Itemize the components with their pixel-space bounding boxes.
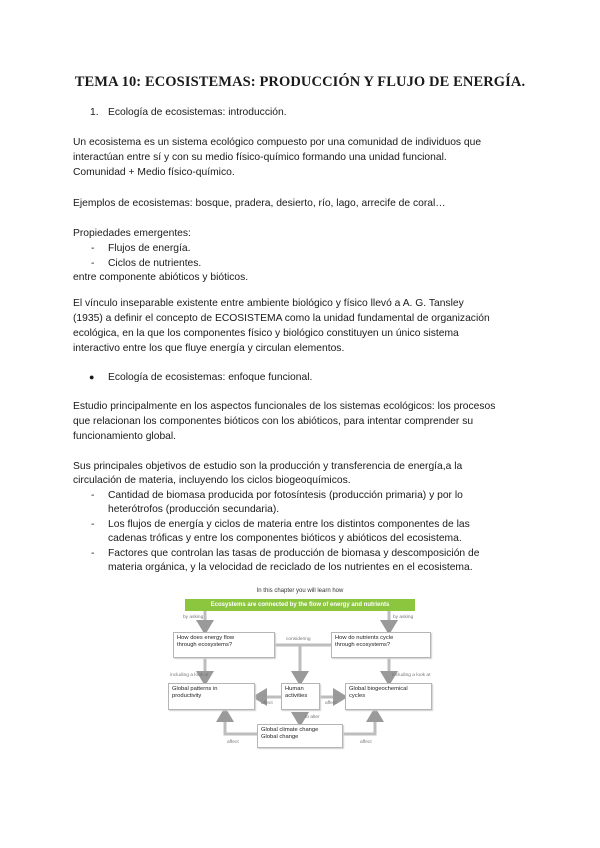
label-by-asking-right: by asking bbox=[393, 615, 414, 620]
objectives-item: Cantidad de biomasa producida por fotosíntesis (producción primaria) y por lo bbox=[108, 490, 463, 501]
question-nutrient-line: How do nutrients cycle bbox=[335, 635, 394, 641]
objectives-item: Los flujos de energía y ciclos de materia entre los distintos componentes de las bbox=[108, 519, 470, 530]
objectives-item-cont: cadenas tróficas y entre los componentes bióticos y abióticos del ecosistema. bbox=[108, 533, 462, 544]
objectives-line: circulación de materia, incluyendo los ciclos biogeoquímicos. bbox=[73, 475, 351, 486]
intro-line: interactúan entre sí y con su medio físico-químico formando una unidad funcional. bbox=[73, 152, 447, 163]
tansley-line: interactivo entre los que fluye energía y circulan elementos. bbox=[73, 343, 345, 354]
label-looking-right: including a look at bbox=[392, 673, 431, 678]
question-energy-line: through ecosystems? bbox=[177, 642, 233, 648]
dash-marker: - bbox=[91, 243, 95, 254]
dash-marker: - bbox=[91, 548, 95, 559]
properties-footer: entre componente abióticos y bióticos. bbox=[73, 272, 249, 283]
functional-line: funcionamiento global. bbox=[73, 431, 177, 442]
ecosystem-concept-diagram bbox=[165, 586, 435, 756]
objectives-item-cont: heterótrofos (producción secundaria). bbox=[108, 504, 280, 515]
section-number: 1. bbox=[90, 107, 99, 118]
properties-heading: Propiedades emergentes: bbox=[73, 228, 191, 239]
functional-line: que relacionan los componentes bióticos con los abióticos, para intentar comprender su bbox=[73, 416, 474, 427]
section-heading: Ecología de ecosistemas: introducción. bbox=[108, 107, 287, 118]
productivity-line: productivity bbox=[172, 693, 202, 699]
biogeo-line: cycles bbox=[349, 693, 366, 699]
label-affect-bottom-right: affect bbox=[360, 740, 372, 745]
human-line: Human bbox=[285, 686, 304, 692]
dash-marker: - bbox=[91, 519, 95, 530]
tansley-line: (1935) a definir el concepto de ECOSISTEMA como la unidad fundamental de organización bbox=[73, 313, 490, 324]
climate-line: Global change bbox=[261, 734, 299, 740]
climate-line: Global climate change bbox=[261, 727, 319, 733]
question-nutrient-line: through ecosystems? bbox=[335, 642, 391, 648]
label-by-asking-left: by asking bbox=[183, 615, 204, 620]
label-affect-left: affect bbox=[261, 701, 273, 706]
question-nutrient-cycle bbox=[331, 632, 431, 658]
label-to-alter: to alter bbox=[305, 715, 320, 720]
examples-paragraph: Ejemplos de ecosistemas: bosque, pradera, desierto, río, lago, arrecife de coral… bbox=[73, 198, 446, 209]
bullet-dot: ● bbox=[89, 372, 95, 382]
objectives-item-cont: materia orgánica, y la velocidad de reciclado de los nutrientes en el ecosistema. bbox=[108, 562, 473, 573]
human-line: activities bbox=[285, 693, 308, 699]
dash-marker: - bbox=[91, 490, 95, 501]
label-considering: considering bbox=[286, 637, 311, 642]
bullet-heading: Ecología de ecosistemas: enfoque funcional. bbox=[108, 372, 313, 383]
label-looking-left: including a look at bbox=[170, 673, 209, 678]
properties-item: Ciclos de nutrientes. bbox=[108, 258, 202, 269]
functional-line: Estudio principalmente en los aspectos funcionales de los sistemas ecológicos: los procesos bbox=[73, 401, 496, 412]
biogeo-line: Global biogeochemical bbox=[349, 686, 408, 692]
diagram-header: In this chapter you will learn how bbox=[256, 588, 344, 594]
box-global-productivity bbox=[168, 683, 255, 710]
question-energy-line: How does energy flow bbox=[177, 635, 235, 641]
box-biogeochemical-cycles bbox=[345, 683, 432, 710]
tansley-line: ecológica, en la que los componentes físico y biológico constituyen un único sistema bbox=[73, 328, 459, 339]
label-affect-right: affect bbox=[325, 701, 337, 706]
properties-item: Flujos de energía. bbox=[108, 243, 191, 254]
box-human-activities bbox=[281, 683, 320, 710]
intro-line: Comunidad + Medio físico-químico. bbox=[73, 167, 235, 178]
objectives-line: Sus principales objetivos de estudio son la producción y transferencia de energía,a la bbox=[73, 461, 463, 472]
box-global-climate-change bbox=[257, 724, 343, 748]
dash-marker: - bbox=[91, 258, 95, 269]
page-title: TEMA 10: ECOSISTEMAS: PRODUCCIÓN Y FLUJO DE ENERGÍA. bbox=[74, 74, 526, 90]
objectives-item: Factores que controlan las tasas de producción de biomasa y descomposición de bbox=[108, 548, 480, 559]
question-energy-flow bbox=[173, 632, 275, 658]
label-affect-bottom-left: affect bbox=[227, 740, 239, 745]
tansley-line: El vínculo inseparable existente entre ambiente biológico y físico llevó a A. G. Tansley bbox=[73, 298, 464, 309]
productivity-line: Global patterns in bbox=[172, 686, 218, 692]
diagram-banner: Ecosystems are connected by the flow of energy and nutrients bbox=[185, 599, 415, 611]
intro-line: Un ecosistema es un sistema ecológico compuesto por una comunidad de individuos que bbox=[73, 137, 482, 148]
